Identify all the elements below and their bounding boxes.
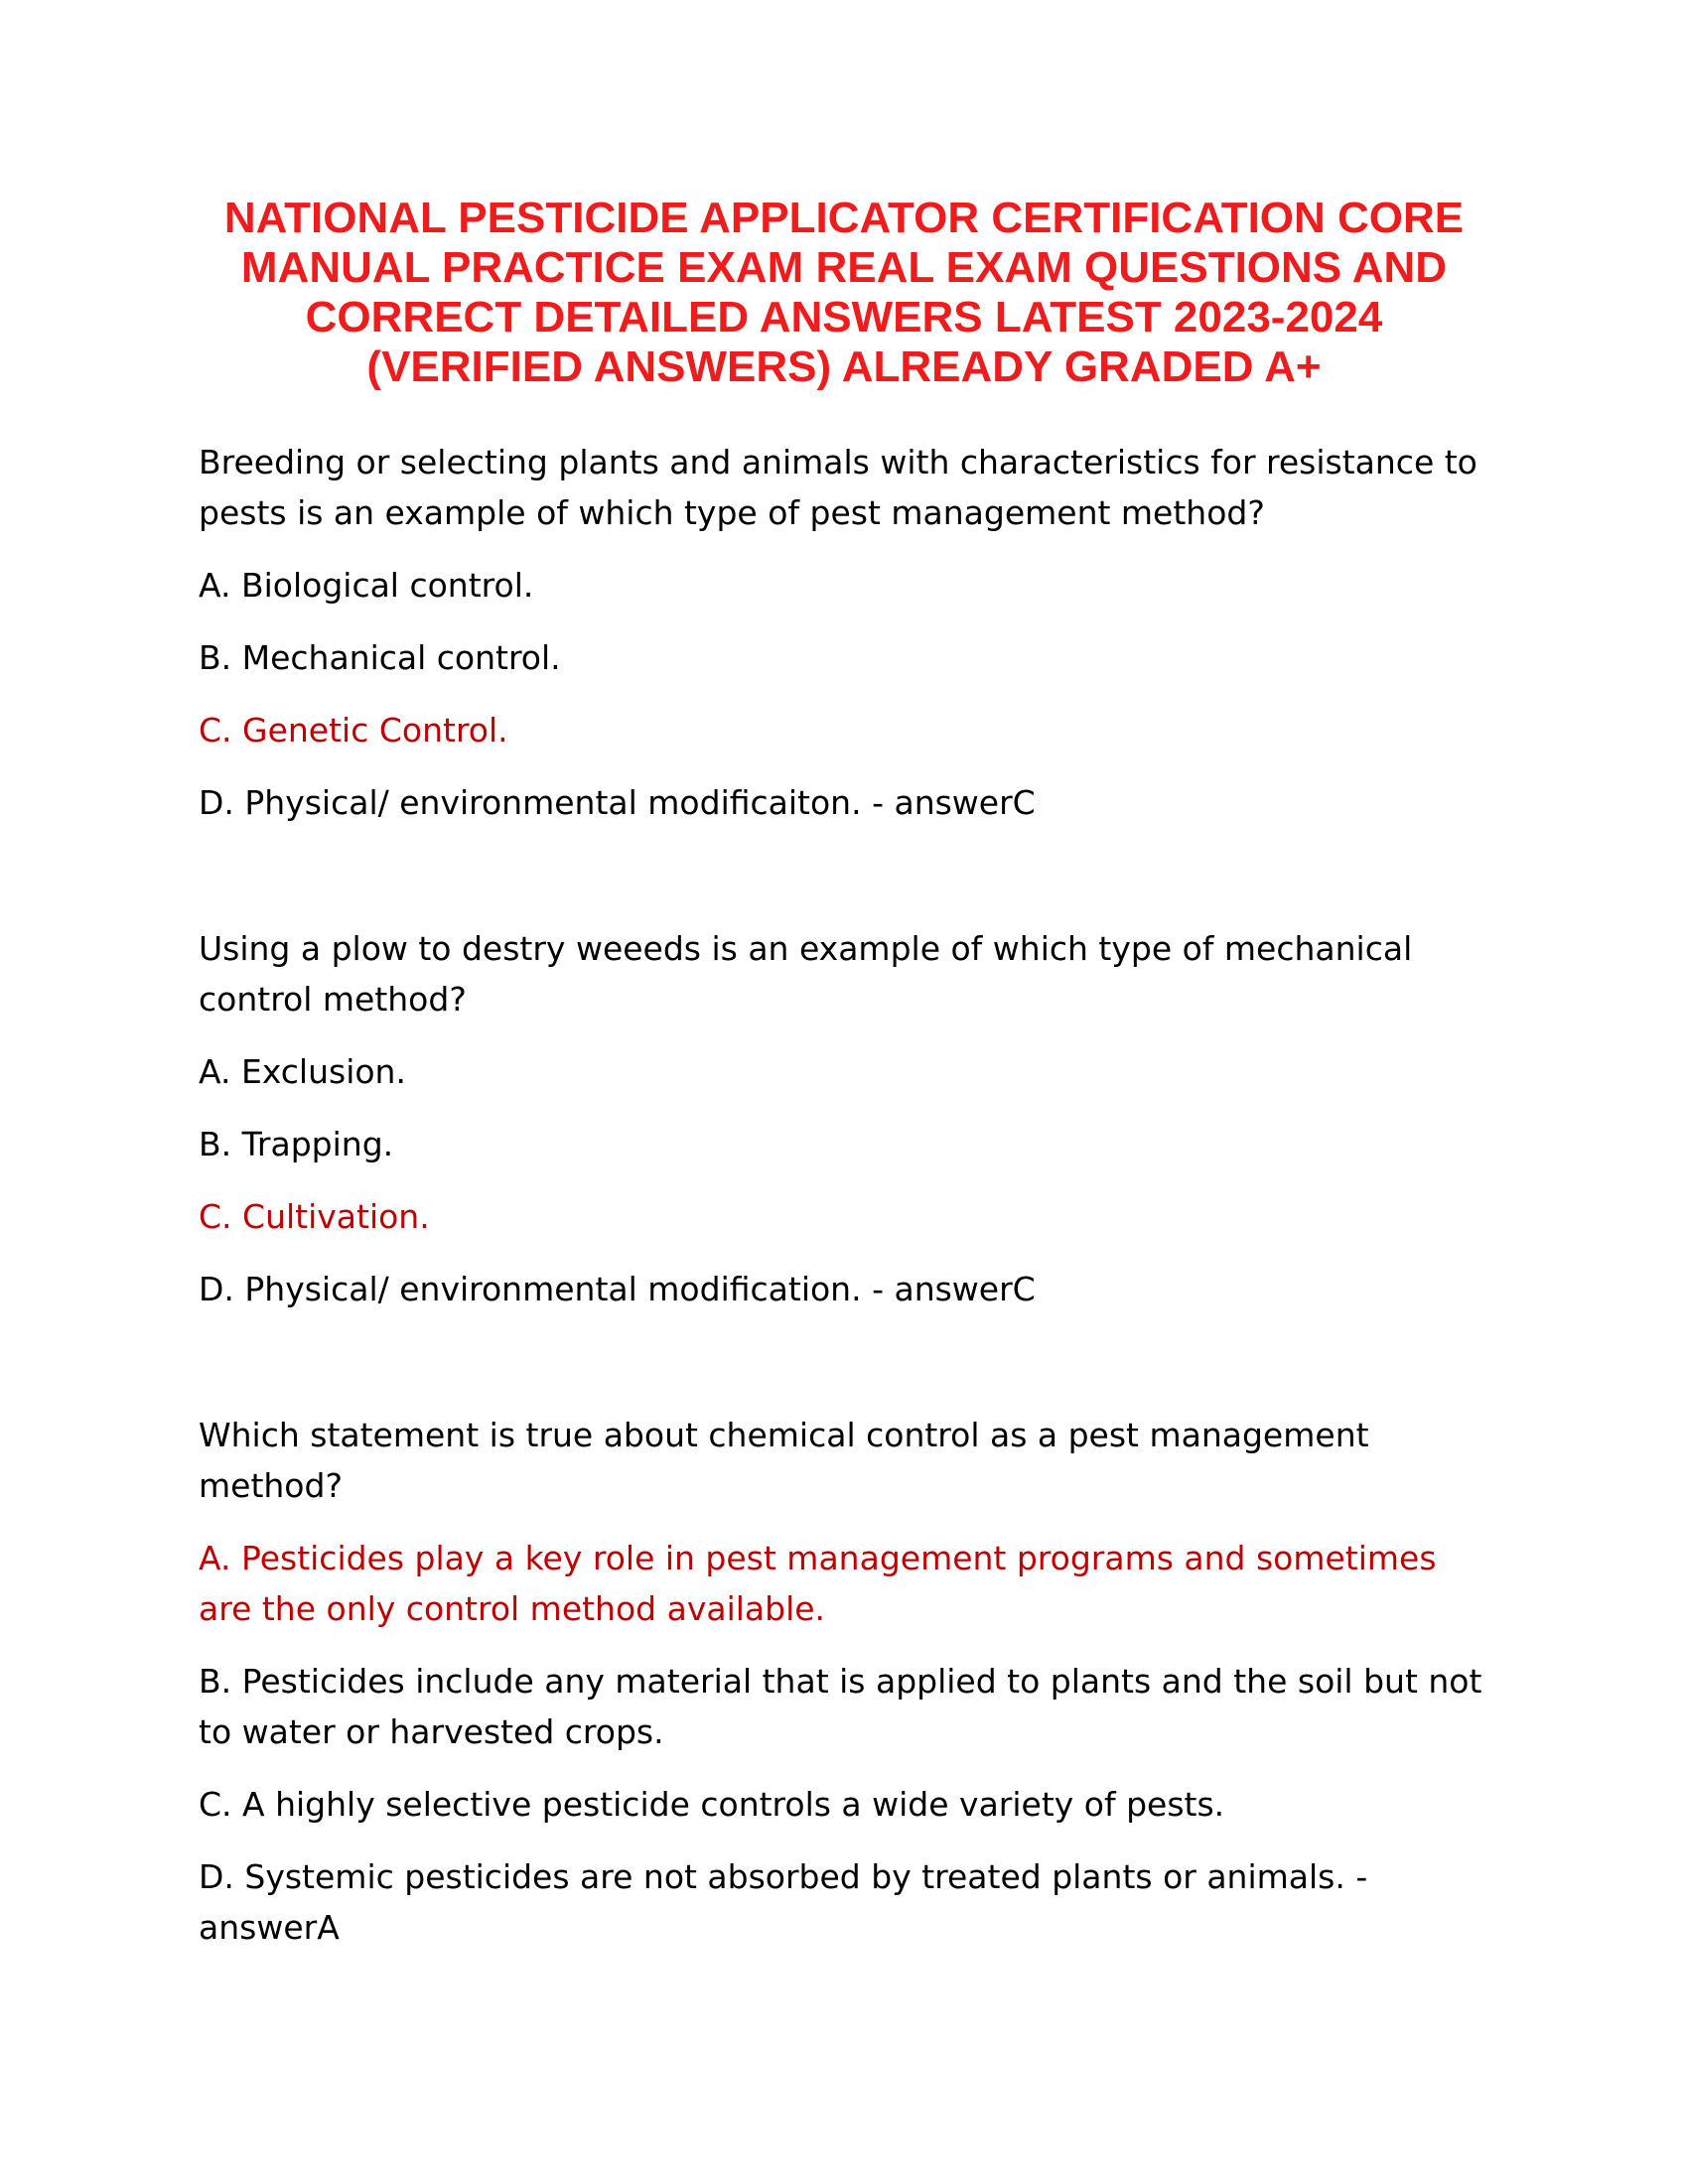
answer-option: B. Trapping. xyxy=(199,1125,394,1163)
title-line: MANUAL PRACTICE EXAM REAL EXAM QUESTIONS AND xyxy=(240,243,1448,292)
answer-option: D. Physical/ environmental modificaiton. - answerC xyxy=(199,783,1036,822)
answer-option: B. Pesticides include any material that is applied to plants and the soil but not to water or harvested crops. xyxy=(199,1662,1482,1751)
answer-option: A. Biological control. xyxy=(199,566,534,605)
title-line: (VERIFIED ANSWERS) ALREADY GRADED A+ xyxy=(366,342,1322,391)
question-text: Which statement is true about chemical control as a pest management method? xyxy=(199,1416,1369,1505)
answer-option: A. Exclusion. xyxy=(199,1052,406,1091)
question-text: Breeding or selecting plants and animals with characteristics for resistance to pests is an example of which type of pest management method? xyxy=(199,443,1477,532)
answer-option: D. Systemic pesticides are not absorbed by treated plants or animals. - answerA xyxy=(199,1857,1368,1947)
correct-answer-option: A. Pesticides play a key role in pest management programs and sometimes are the only control method available. xyxy=(199,1539,1437,1628)
document-title xyxy=(189,194,1499,392)
answer-option: C. A highly selective pesticide controls a wide variety of pests. xyxy=(199,1785,1225,1824)
answer-option: D. Physical/ environmental modification. - answerC xyxy=(199,1270,1036,1308)
title-line: CORRECT DETAILED ANSWERS LATEST 2023-2024 xyxy=(305,293,1383,341)
question-list xyxy=(199,437,1499,1953)
question-block-2 xyxy=(199,923,1499,1314)
correct-answer-option: C. Cultivation. xyxy=(199,1197,430,1236)
question-text: Using a plow to destry weeeds is an example of which type of mechanical control method? xyxy=(199,929,1413,1019)
answer-option: B. Mechanical control. xyxy=(199,638,561,677)
title-line: NATIONAL PESTICIDE APPLICATOR CERTIFICATION CORE xyxy=(223,194,1465,242)
question-block-1 xyxy=(199,437,1499,828)
correct-answer-option: C. Genetic Control. xyxy=(199,711,508,750)
question-block-3 xyxy=(199,1410,1499,1953)
